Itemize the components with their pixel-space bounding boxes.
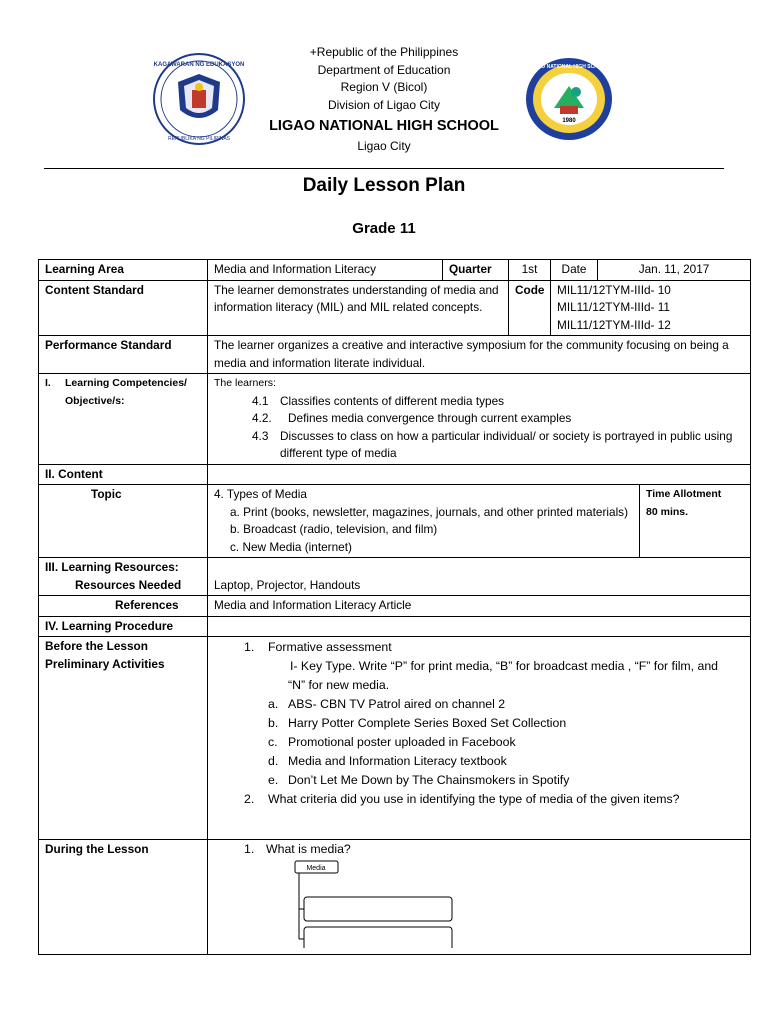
sub-item-num: c. xyxy=(268,735,278,749)
sub-item-num: e. xyxy=(268,773,279,787)
lesson-plan-table xyxy=(38,259,751,955)
learners-lead: The learners: xyxy=(214,377,276,389)
time-allotment-cell xyxy=(640,485,751,558)
objective-item xyxy=(214,428,744,463)
objective-item xyxy=(214,393,744,411)
quarter-label: Quarter xyxy=(443,260,509,281)
sub-item-text: ABS- CBN TV Patrol aired on channel 2 xyxy=(288,697,506,711)
media-box-label: Media xyxy=(306,865,326,872)
date-value: Jan. 11, 2017 xyxy=(598,260,751,281)
list-item xyxy=(214,841,744,859)
resources-label: III. Learning Resources: xyxy=(45,560,179,574)
time-allotment-label: Time Allotment xyxy=(646,488,722,500)
topic-label: Topic xyxy=(39,485,208,558)
time-allotment-value: 80 mins. xyxy=(646,505,689,518)
code-3: MIL11/12TYM-IIId- 12 xyxy=(557,317,671,332)
sub-item xyxy=(214,714,720,733)
sub-item-text: Media and Information Literacy textbook xyxy=(288,754,507,768)
code-1: MIL11/12TYM-IIId- 10 xyxy=(557,282,671,297)
objective-text: Classifies contents of different media types xyxy=(280,393,505,408)
performance-standard-label: Performance Standard xyxy=(39,336,208,374)
during-lesson-label: During the Lesson xyxy=(39,840,208,955)
instruction-text: I- Key Type. Write “P” for print media, “B” for broadcast media , “F” for film, and “N” for new media. xyxy=(288,659,719,692)
topic-item: c. New Media (internet) xyxy=(230,539,352,554)
procedure-label: IV. Learning Procedure xyxy=(39,616,208,637)
performance-standard-value: The learner organizes a creative and interactive symposium for the community focusing on being a media and information literate individual. xyxy=(208,336,751,374)
sub-item xyxy=(214,752,720,771)
list-item-text: What criteria did you use in identifying the type of media of the given items? xyxy=(268,792,680,806)
blank-answer-box xyxy=(304,927,452,948)
topic-row xyxy=(39,485,751,558)
grade-title: Grade 11 xyxy=(352,220,416,237)
sub-item-num: a. xyxy=(268,697,279,711)
during-lesson-content xyxy=(208,840,751,955)
content-row xyxy=(39,464,751,485)
learning-area-row xyxy=(39,260,751,281)
list-item-num: 2. xyxy=(244,792,255,806)
objective-item xyxy=(214,410,744,428)
topic-item: a. Print (books, newsletter, magazines, journals, and other printed materials) xyxy=(230,504,629,519)
before-lesson-label: Before the Lesson xyxy=(45,639,148,653)
content-label: II. Content xyxy=(39,464,208,485)
content-standard-row xyxy=(39,280,751,336)
sub-item-text: Promotional poster uploaded in Facebook xyxy=(288,735,516,749)
svg-text:LIGAO NATIONAL HIGH SCHOOL: LIGAO NATIONAL HIGH SCHOOL xyxy=(529,64,609,70)
objective-num: 4.1 xyxy=(252,393,269,408)
competencies-label xyxy=(39,374,208,465)
sub-item-num: d. xyxy=(268,754,279,768)
sub-item-num: b. xyxy=(268,716,279,730)
references-label: References xyxy=(39,596,208,617)
region-line: Region V (Bicol) xyxy=(340,80,428,94)
sub-item-text: Harry Potter Complete Series Boxed Set Collection xyxy=(288,716,567,730)
resources-value-cell xyxy=(208,558,751,596)
resources-needed-value: Laptop, Projector, Handouts xyxy=(214,577,361,592)
resources-label-cell xyxy=(39,558,208,596)
sub-item xyxy=(214,733,720,752)
objectives-label-text: Objective/s: xyxy=(65,394,125,407)
content-standard-value: The learner demonstrates understanding of media and information literacy (MIL) and MIL related concepts. xyxy=(208,280,509,336)
topic-value xyxy=(208,485,640,558)
topic-item: b. Broadcast (radio, television, and film) xyxy=(230,522,438,536)
preliminary-label: Preliminary Activities xyxy=(45,656,165,671)
before-lesson-row xyxy=(39,637,751,840)
content-standard-label: Content Standard xyxy=(39,280,208,336)
topic-title: 4. Types of Media xyxy=(214,487,307,501)
before-lesson-content xyxy=(208,637,751,840)
references-value: Media and Information Literacy Article xyxy=(208,596,751,617)
resources-row xyxy=(39,558,751,596)
letterhead xyxy=(0,44,768,156)
competencies-num: I. xyxy=(45,377,51,389)
references-row xyxy=(39,596,751,617)
objective-num: 4.3 xyxy=(252,428,269,443)
media-concept-diagram xyxy=(286,858,486,948)
department-line: Department of Education xyxy=(317,62,451,77)
republic-line: +Republic of the Philippines xyxy=(309,45,459,59)
header-divider xyxy=(44,168,724,169)
resources-needed-label: Resources Needed xyxy=(75,577,182,592)
competencies-row xyxy=(39,374,751,465)
code-2: MIL11/12TYM-IIId- 11 xyxy=(557,300,670,314)
code-values xyxy=(551,280,751,336)
svg-text:REPUBLIKA NG PILIPINAS: REPUBLIKA NG PILIPINAS xyxy=(168,136,230,142)
svg-text:KAGAWARAN NG EDUKASYON: KAGAWARAN NG EDUKASYON xyxy=(153,62,245,68)
objective-text: Discusses to class on how a particular individual/ or society is portrayed in public using different type of media xyxy=(280,428,733,460)
sub-item xyxy=(214,695,720,714)
city-line: Ligao City xyxy=(357,139,411,153)
list-item-num: 1. xyxy=(244,640,255,654)
sub-item-text: Don’t Let Me Down by The Chainsmokers in Spotify xyxy=(288,773,570,787)
date-label: Date xyxy=(551,260,598,281)
list-item-text: Formative assessment xyxy=(268,640,392,654)
quarter-value: 1st xyxy=(509,260,551,281)
performance-standard-row xyxy=(39,336,751,374)
blank-answer-box xyxy=(304,897,452,921)
competencies-value xyxy=(208,374,751,465)
document-title: Daily Lesson Plan xyxy=(302,175,466,196)
objective-num: 4.2. xyxy=(252,411,272,425)
competencies-label-text: Learning Competencies/ xyxy=(65,377,187,389)
sub-item xyxy=(214,771,720,790)
procedure-row xyxy=(39,616,751,637)
learning-area-value: Media and Information Literacy xyxy=(208,260,443,281)
list-item-text: What is media? xyxy=(266,842,351,856)
code-label: Code xyxy=(509,280,551,336)
list-item xyxy=(214,638,720,657)
school-name: LIGAO NATIONAL HIGH SCHOOL xyxy=(269,118,499,134)
before-lesson-label-cell xyxy=(39,637,208,840)
list-item xyxy=(214,790,720,809)
objective-text: Defines media convergence through current examples xyxy=(288,411,572,425)
svg-text:1980: 1980 xyxy=(562,118,576,124)
during-lesson-row xyxy=(39,840,751,955)
division-line: Division of Ligao City xyxy=(327,97,441,112)
procedure-empty-cell xyxy=(208,616,751,637)
learning-area-label: Learning Area xyxy=(39,260,208,281)
list-item-num: 1. xyxy=(244,842,255,856)
content-empty-cell xyxy=(208,464,751,485)
